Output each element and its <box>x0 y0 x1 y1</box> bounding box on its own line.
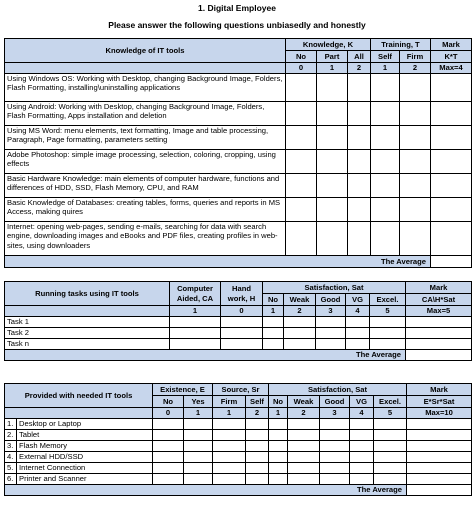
mark-cell[interactable] <box>406 317 472 328</box>
answer-cell[interactable] <box>246 463 269 474</box>
answer-cell[interactable] <box>374 463 407 474</box>
answer-cell[interactable] <box>288 452 320 463</box>
answer-cell[interactable] <box>317 126 348 150</box>
answer-cell[interactable] <box>317 150 348 174</box>
row-number: 1. <box>5 419 17 430</box>
mark-cell[interactable] <box>407 430 472 441</box>
answer-cell[interactable] <box>400 126 431 150</box>
answer-cell[interactable] <box>346 339 370 350</box>
answer-cell[interactable] <box>320 441 350 452</box>
mark-cell[interactable] <box>431 198 472 222</box>
answer-cell[interactable] <box>288 419 320 430</box>
mark-cell[interactable] <box>407 463 472 474</box>
table-row <box>5 150 472 174</box>
max-cell: Max=10 <box>407 408 472 419</box>
answer-cell[interactable] <box>246 474 269 485</box>
value-cell: 1 <box>184 408 213 419</box>
sat-label: Good <box>320 396 350 408</box>
blank-cell <box>5 306 170 317</box>
value-cell: 0 <box>221 306 263 317</box>
sub-label: Part <box>317 51 348 63</box>
answer-cell[interactable] <box>288 441 320 452</box>
value-cell: 1 <box>371 63 400 74</box>
answer-cell[interactable] <box>374 430 407 441</box>
blank-cell <box>5 63 286 74</box>
answer-cell[interactable] <box>263 328 284 339</box>
value-cell: 2 <box>400 63 431 74</box>
value-cell: 0 <box>286 63 317 74</box>
value-cell: 5 <box>370 306 406 317</box>
answer-cell[interactable] <box>284 328 316 339</box>
mark-cell[interactable] <box>407 419 472 430</box>
value-cell: 3 <box>316 306 346 317</box>
table-row <box>5 102 472 126</box>
answer-cell[interactable] <box>153 463 184 474</box>
answer-cell[interactable] <box>320 452 350 463</box>
sat-label: VG <box>346 294 370 306</box>
answer-cell[interactable] <box>269 430 288 441</box>
table-row <box>5 452 472 463</box>
answer-cell[interactable] <box>348 74 371 102</box>
answer-cell[interactable] <box>371 126 400 150</box>
answer-cell[interactable] <box>286 174 317 198</box>
answer-cell[interactable] <box>320 430 350 441</box>
satisfaction-header: Satisfaction, Sat <box>269 384 407 396</box>
blank-cell <box>5 408 153 419</box>
row-number: 2. <box>5 430 17 441</box>
answer-cell[interactable] <box>371 102 400 126</box>
row-description: Internet: opening web-pages, sending e-mails, searching for data with search engine, downloading images and eBooks and PDF files, creating profiles in web-sites, using downloaders <box>5 222 286 256</box>
answer-cell[interactable] <box>317 174 348 198</box>
answer-cell[interactable] <box>371 150 400 174</box>
answer-cell[interactable] <box>371 174 400 198</box>
average-label: The Average <box>5 350 406 361</box>
tool-label: Desktop or Laptop <box>17 419 153 430</box>
answer-cell[interactable] <box>170 328 221 339</box>
value-cell: 4 <box>350 408 374 419</box>
answer-cell[interactable] <box>288 474 320 485</box>
answer-cell[interactable] <box>221 328 263 339</box>
answer-cell[interactable] <box>374 419 407 430</box>
tool-label: Printer and Scanner <box>17 474 153 485</box>
answer-cell[interactable] <box>348 150 371 174</box>
table-row <box>5 328 472 339</box>
sat-label: No <box>269 396 288 408</box>
answer-cell[interactable] <box>320 474 350 485</box>
row-number: 3. <box>5 441 17 452</box>
answer-cell[interactable] <box>316 328 346 339</box>
answer-cell[interactable] <box>400 150 431 174</box>
value-cell: 1 <box>263 306 284 317</box>
mark-formula: K*T <box>431 51 472 63</box>
answer-cell[interactable] <box>269 452 288 463</box>
knowledge-row-header: Knowledge of IT tools <box>5 39 286 63</box>
answer-cell[interactable] <box>246 452 269 463</box>
row-description: Adobe Photoshop: simple image processing, selection, coloring, cropping, using effects <box>5 150 286 174</box>
answer-cell[interactable] <box>213 441 246 452</box>
mark-cell[interactable] <box>406 339 472 350</box>
value-cell: 4 <box>346 306 370 317</box>
sat-label: VG <box>350 396 374 408</box>
answer-cell[interactable] <box>348 174 371 198</box>
answer-cell[interactable] <box>316 339 346 350</box>
value-cell: 1 <box>170 306 221 317</box>
answer-cell[interactable] <box>371 74 400 102</box>
answer-cell[interactable] <box>348 198 371 222</box>
source-label: Firm <box>213 396 246 408</box>
answer-cell[interactable] <box>269 441 288 452</box>
answer-cell[interactable] <box>213 430 246 441</box>
answer-cell[interactable] <box>153 441 184 452</box>
table-row <box>5 441 472 452</box>
row-number: 4. <box>5 452 17 463</box>
computer-aided-header: Computer Aided, CA <box>170 282 221 306</box>
value-cell: 2 <box>246 408 269 419</box>
satisfaction-header: Satisfaction, Sat <box>263 282 406 294</box>
sat-label: Excel. <box>374 396 407 408</box>
answer-cell[interactable] <box>184 430 213 441</box>
it-knowledge-table <box>4 38 472 268</box>
answer-cell[interactable] <box>286 126 317 150</box>
answer-cell[interactable] <box>320 419 350 430</box>
answer-cell[interactable] <box>286 74 317 102</box>
answer-cell[interactable] <box>184 452 213 463</box>
answer-cell[interactable] <box>400 74 431 102</box>
answer-cell[interactable] <box>371 198 400 222</box>
answer-cell[interactable] <box>350 419 374 430</box>
tool-label: External HDD/SSD <box>17 452 153 463</box>
row-number: 6. <box>5 474 17 485</box>
answer-cell[interactable] <box>370 328 406 339</box>
mark-cell[interactable] <box>431 102 472 126</box>
table-row <box>5 198 472 222</box>
table-row <box>5 463 472 474</box>
training-header: Training, T <box>371 39 431 51</box>
table-row <box>5 430 472 441</box>
sub-label: All <box>348 51 371 63</box>
answer-cell[interactable] <box>269 474 288 485</box>
value-cell: 3 <box>320 408 350 419</box>
answer-cell[interactable] <box>320 463 350 474</box>
row-description: Basic Knowledge of Databases: creating tables, forms, queries and reports in MS Access, making quires <box>5 198 286 222</box>
sat-label: No <box>263 294 284 306</box>
answer-cell[interactable] <box>317 74 348 102</box>
instruction-text: Please answer the following questions unbiasedly and honestly <box>108 20 366 30</box>
mark-header: Mark <box>406 282 472 294</box>
task-label: Task 2 <box>5 328 170 339</box>
answer-cell[interactable] <box>221 339 263 350</box>
answer-cell[interactable] <box>263 339 284 350</box>
max-cell: Max=4 <box>431 63 472 74</box>
source-header: Source, Sr <box>213 384 269 396</box>
answer-cell[interactable] <box>269 419 288 430</box>
answer-cell[interactable] <box>317 198 348 222</box>
row-description: Basic Hardware Knowledge: main elements of computer hardware, functions and differences of HDD, SSD, Flash Memory, CPU, and RAM <box>5 174 286 198</box>
sub-label: No <box>286 51 317 63</box>
answer-cell[interactable] <box>348 126 371 150</box>
average-label: The Average <box>5 256 431 268</box>
mark-cell[interactable] <box>431 174 472 198</box>
answer-cell[interactable] <box>246 441 269 452</box>
mark-header: Mark <box>431 39 472 51</box>
row-description: Using Windows OS: Working with Desktop, changing Background Image, Folders, Flash Formatting, installing\uninstalling applications <box>5 74 286 102</box>
mark-cell[interactable] <box>407 474 472 485</box>
answer-cell[interactable] <box>286 102 317 126</box>
answer-cell[interactable] <box>374 441 407 452</box>
mark-cell[interactable] <box>431 150 472 174</box>
sat-label: Good <box>316 294 346 306</box>
sub-label: Self <box>371 51 400 63</box>
mark-cell[interactable] <box>431 222 472 256</box>
answer-cell[interactable] <box>213 474 246 485</box>
tools-row-header: Provided with needed IT tools <box>5 384 153 408</box>
answer-cell[interactable] <box>317 222 348 256</box>
sub-label: Firm <box>400 51 431 63</box>
answer-cell[interactable] <box>170 317 221 328</box>
answer-cell[interactable] <box>213 419 246 430</box>
tool-label: Internet Connection <box>17 463 153 474</box>
table-row <box>5 174 472 198</box>
answer-cell[interactable] <box>184 441 213 452</box>
knowledge-header: Knowledge, K <box>286 39 371 51</box>
answer-cell[interactable] <box>284 339 316 350</box>
answer-cell[interactable] <box>288 430 320 441</box>
existence-label: Yes <box>184 396 213 408</box>
tasks-row-header: Running tasks using IT tools <box>5 282 170 306</box>
answer-cell[interactable] <box>286 150 317 174</box>
existence-header: Existence, E <box>153 384 213 396</box>
answer-cell[interactable] <box>170 339 221 350</box>
answer-cell[interactable] <box>348 102 371 126</box>
answer-cell[interactable] <box>153 419 184 430</box>
source-label: Self <box>246 396 269 408</box>
value-cell: 0 <box>153 408 184 419</box>
section-title: 1. Digital Employee <box>198 3 276 13</box>
row-description: Using MS Word: menu elements, text formatting, Image and table processing, Paragraph, Page formatting, parameters setting <box>5 126 286 150</box>
answer-cell[interactable] <box>317 102 348 126</box>
answer-cell[interactable] <box>153 430 184 441</box>
value-cell: 1 <box>269 408 288 419</box>
row-number: 5. <box>5 463 17 474</box>
answer-cell[interactable] <box>400 198 431 222</box>
answer-cell[interactable] <box>184 474 213 485</box>
answer-cell[interactable] <box>213 463 246 474</box>
answer-cell[interactable] <box>350 430 374 441</box>
sat-label: Weak <box>288 396 320 408</box>
answer-cell[interactable] <box>269 463 288 474</box>
average-value-cell[interactable] <box>406 350 472 361</box>
answer-cell[interactable] <box>374 452 407 463</box>
answer-cell[interactable] <box>400 174 431 198</box>
answer-cell[interactable] <box>213 452 246 463</box>
answer-cell[interactable] <box>350 441 374 452</box>
sat-label: Excel. <box>370 294 406 306</box>
row-description: Using Android: Working with Desktop, changing Background Image, Folders, Flash Formatting, Apps installation and deletion <box>5 102 286 126</box>
mark-cell[interactable] <box>431 126 472 150</box>
answer-cell[interactable] <box>371 222 400 256</box>
answer-cell[interactable] <box>286 198 317 222</box>
table-row <box>5 222 472 256</box>
answer-cell[interactable] <box>350 474 374 485</box>
answer-cell[interactable] <box>153 452 184 463</box>
answer-cell[interactable] <box>221 317 263 328</box>
value-cell: 5 <box>374 408 407 419</box>
mark-cell[interactable] <box>406 328 472 339</box>
answer-cell[interactable] <box>400 102 431 126</box>
table-row <box>5 126 472 150</box>
average-value-cell[interactable] <box>407 485 472 496</box>
tool-label: Tablet <box>17 430 153 441</box>
tool-label: Flash Memory <box>17 441 153 452</box>
table-row <box>5 74 472 102</box>
answer-cell[interactable] <box>374 474 407 485</box>
value-cell: 2 <box>348 63 371 74</box>
answer-cell[interactable] <box>346 317 370 328</box>
answer-cell[interactable] <box>184 419 213 430</box>
value-cell: 1 <box>317 63 348 74</box>
sat-label: Weak <box>284 294 316 306</box>
answer-cell[interactable] <box>370 339 406 350</box>
answer-cell[interactable] <box>263 317 284 328</box>
answer-cell[interactable] <box>284 317 316 328</box>
hand-work-header: Hand work, H <box>221 282 263 306</box>
answer-cell[interactable] <box>316 317 346 328</box>
mark-header: Mark <box>407 384 472 396</box>
table-row <box>5 317 472 328</box>
mark-cell[interactable] <box>407 452 472 463</box>
table-row <box>5 474 472 485</box>
answer-cell[interactable] <box>184 463 213 474</box>
max-cell: Max=5 <box>406 306 472 317</box>
mark-formula: E*Sr*Sat <box>407 396 472 408</box>
value-cell: 2 <box>288 408 320 419</box>
answer-cell[interactable] <box>153 474 184 485</box>
answer-cell[interactable] <box>286 222 317 256</box>
value-cell: 1 <box>213 408 246 419</box>
answer-cell[interactable] <box>288 463 320 474</box>
answer-cell[interactable] <box>370 317 406 328</box>
answer-cell[interactable] <box>350 452 374 463</box>
value-cell: 2 <box>284 306 316 317</box>
answer-cell[interactable] <box>246 419 269 430</box>
table-row <box>5 419 472 430</box>
task-label: Task n <box>5 339 170 350</box>
existence-label: No <box>153 396 184 408</box>
answer-cell[interactable] <box>400 222 431 256</box>
mark-formula: CA\H*Sat <box>406 294 472 306</box>
answer-cell[interactable] <box>346 328 370 339</box>
answer-cell[interactable] <box>348 222 371 256</box>
mark-cell[interactable] <box>407 441 472 452</box>
mark-cell[interactable] <box>431 74 472 102</box>
table-row <box>5 339 472 350</box>
average-label: The Average <box>5 485 407 496</box>
answer-cell[interactable] <box>350 463 374 474</box>
answer-cell[interactable] <box>246 430 269 441</box>
running-tasks-table <box>4 281 472 361</box>
average-value-cell[interactable] <box>431 256 472 268</box>
task-label: Task 1 <box>5 317 170 328</box>
provided-tools-table <box>4 383 472 496</box>
